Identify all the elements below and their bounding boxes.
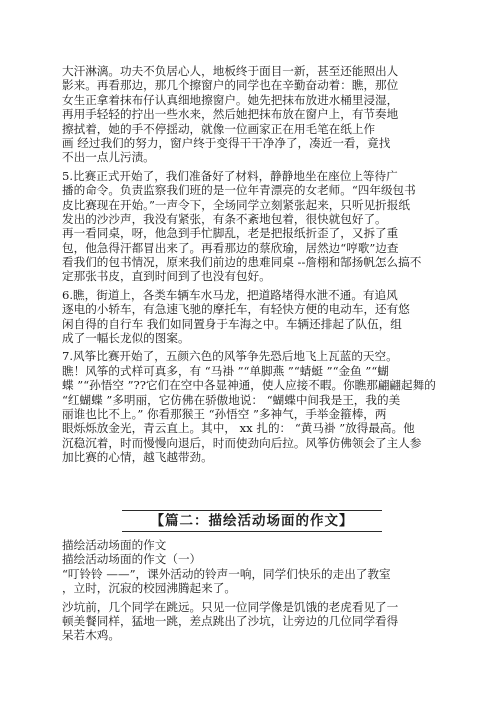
text-line: 再用手轻轻的拧出一些水来，然后她把抹布放在窗户上，有节奏地 [62,107,399,122]
text-line: 沙坑前，几个同学在跳远。只见一位同学像是饥饿的老虎看见了一 [62,599,399,614]
text-line: 不出一点儿污渍。 [62,150,155,165]
section-heading: 【篇二：描绘活动场面的作文】 [122,510,382,532]
text-line: 沉稳沉着，时而慢慢向退后，时而使劲向后拉。风筝仿佛领会了主人参 [62,435,422,450]
text-line: ，立时，沉寂的校园沸腾起来了。 [62,581,236,596]
text-line: 擦拭着，她的手不停揺动，就像一位画家正在用毛笔在纸上作 [62,121,376,136]
text-line: 定那张书皮，直到时间到了也没有包好。 [62,269,271,284]
text-line: 包，他急得汗都冒出来了。再看那边的蔡欣瑜，居然边“哼歌”边查 [62,240,399,255]
text-line: 蝶 ”“孙悟空 ”??它们在空中各显神通，使人应接不暇。你瞧那翩翩起舞的 [62,378,436,393]
article-body [62,64,462,465]
text-line: 丽谁也比不上。” 你看那猴王 “孙悟空 ”多神气，手举金箍棒，两 [62,406,387,421]
text-line: 皮比赛现在开始。”一声令下，全场同学立刻紧张起来，只听见折报纸 [62,197,410,212]
text-line: 画 经过我们的努力，窗户终于变得干干净净了，凑近一看，竟找 [62,135,391,150]
text-line: 呆若木鸡。 [62,628,120,643]
text-line: 眼烁烁放金光，青云直上。其中， xx 扎的： “黄马褂 ”放得最高。他 [62,421,415,436]
text-line: 描绘活动场面的作文（一） [62,552,202,567]
article-body-2 [62,538,462,643]
text-line: 逐电的小轿车，有急速飞驰的摩托车，有轻快方便的电动车，还有悠 [62,302,410,317]
text-line: 闲自得的自行车 我们如同置身于车海之中。车辆还排起了队伍，组 [62,316,402,331]
text-line: 瞧！风筝的式样可真多，有 “马褂 ”“单脚燕 ”“蜻蜓 ”“金鱼 ”“蝴 [62,363,389,378]
text-line: 看我们的包书情况，原来我们前边的患难同桌 --詹栩和郜扬帆怎么搞不 [62,255,422,270]
text-line: 成了一幅长龙似的图案。 [62,331,190,346]
text-line: 女生正拿着抹布仔认真细地擦窗户。她先把抹布放进水桶里浸湿， [62,92,399,107]
text-line: 加比赛的心情，越飞越带劲。 [62,450,213,465]
text-line: “叮铃铃 ——”，课外活动的铃声一响，同学们快乐的走出了教室 [62,566,391,581]
text-line: 发出的沙沙声，我没有紧张，有条不紊地包着，很快就包好了。 [62,211,387,226]
text-line: “红蝴蝶 ”多明丽，它仿佛在骄傲地说： “蝴蝶中间我是王，我的美 [62,392,401,407]
text-line: 再一看同桌，呀，他急到手忙脚乱，老是把报纸折歪了，又拆了重 [62,226,399,241]
text-line: 5.比赛正式开始了，我们准备好了材料，静静地坐在座位上等待广 [62,168,398,183]
text-line: 描绘活动场面的作文 [62,538,167,552]
text-line: 7.风筝比赛开始了，五颜六色的风筝争先恐后地飞上瓦蓝的天空。 [62,349,398,364]
text-line: 大汗淋漓。功夫不负居心人，地板终于面目一新，甚至还能照出人 [62,64,399,78]
text-line: 影来。再看那边，那几个擦窗户的同学也在辛勤奋动着：瞧，那位 [62,78,399,93]
text-line: 6.瞧，街道上，各类车辆车水马龙，把道路堵得水泄不通。有追风 [62,287,398,302]
text-line: 播的命令。负责监察我们班的是一位年青漂亮的女老师。“四年级包书 [62,183,416,198]
text-line: 顿美餐同样，猛地一跳，差点跳出了沙坑，让旁边的几位同学看得 [62,613,399,628]
